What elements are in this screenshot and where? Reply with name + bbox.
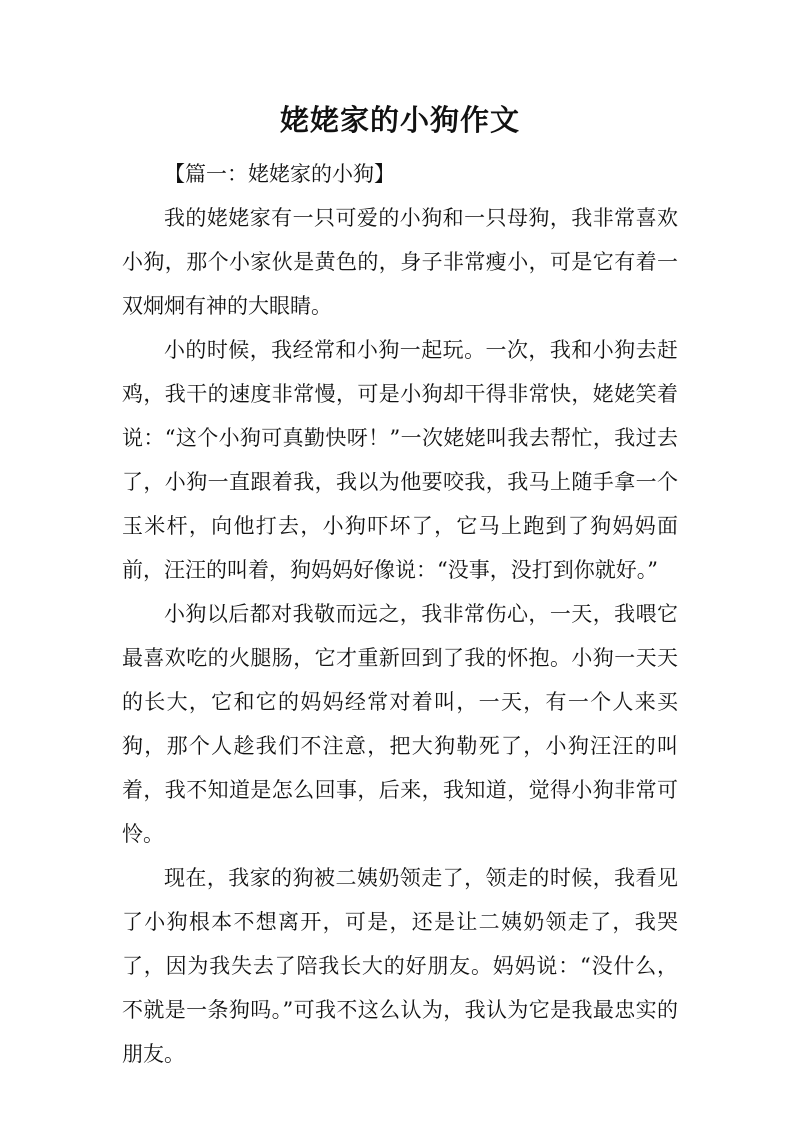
paragraph-2: 小的时候，我经常和小狗一起玩。一次，我和小狗去赶鸡，我干的速度非常慢，可是小狗却干得非常快，姥姥笑着说：“这个小狗可真勤快呀！”一次姥姥叫我去帮忙，我过去了，小狗一直跟着我，我以为他要咬我，我马上随手拿一个玉米杆，向他打去，小狗吓坏了，它马上跑到了狗妈妈面前，汪汪的叫着，狗妈妈好像说：“没事，没打到你就好。”: [122, 338, 678, 582]
document-title: 姥姥家的小狗作文: [279, 103, 520, 137]
document-body: [122, 152, 678, 1076]
paragraph-4: 现在，我家的狗被二姨奶领走了，领走的时候，我看见了小狗根本不想离开，可是，还是让二姨奶领走了，我哭了，因为我失去了陪我长大的好朋友。妈妈说：“没什么，不就是一条狗吗。”可我不这么认为，我认为它是我最忠实的朋友。: [122, 866, 678, 1066]
paragraph-1: 我的姥姥家有一只可爱的小狗和一只母狗，我非常喜欢小狗，那个小家伙是黄色的，身子非常瘦小，可是它有着一双炯炯有神的大眼睛。: [122, 206, 678, 318]
paragraph-3: 小狗以后都对我敬而远之，我非常伤心，一天，我喂它最喜欢吃的火腿肠，它才重新回到了我的怀抱。小狗一天天的长大，它和它的妈妈经常对着叫，一天，有一个人来买狗，那个人趁我们不注意，把大狗勒死了，小狗汪汪的叫着，我不知道是怎么回事，后来，我知道，觉得小狗非常可怜。: [122, 602, 678, 846]
section-heading: 【篇一：姥姥家的小狗】: [164, 162, 395, 186]
